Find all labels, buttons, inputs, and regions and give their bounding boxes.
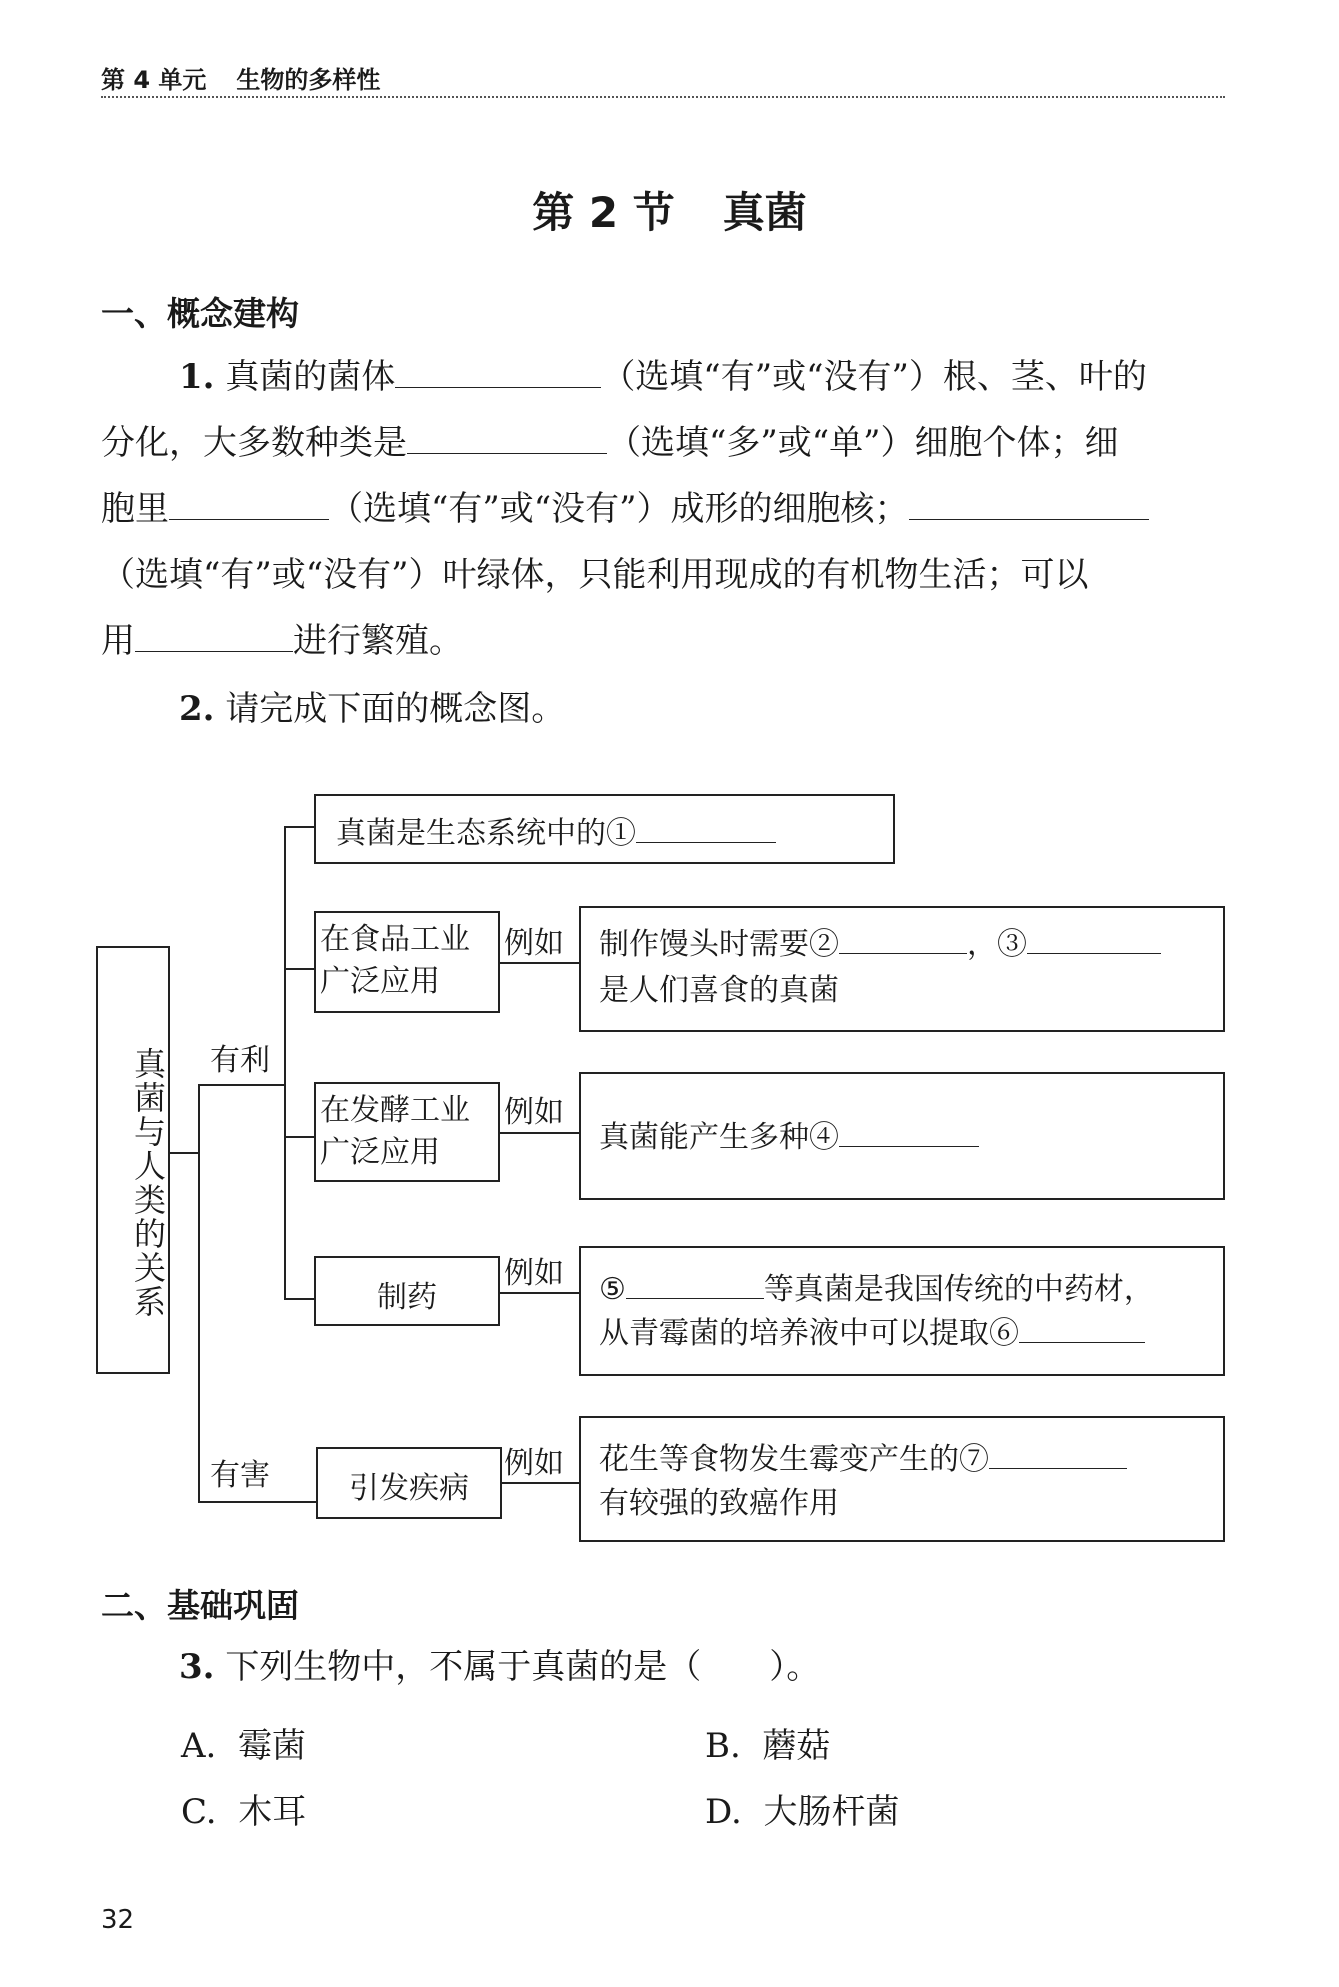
title-section: 第 2 节 [532, 188, 675, 237]
node-text: ⑤ [599, 1272, 626, 1307]
running-header [101, 60, 380, 95]
connector [500, 1132, 580, 1134]
question-1-line [101, 608, 1225, 674]
question-1-line [101, 542, 1225, 608]
connector [284, 968, 316, 970]
q1-text: 用 [101, 621, 135, 661]
question-2 [101, 676, 1225, 742]
question-number: 1. [179, 357, 215, 397]
node-text: 真菌是生态系统中的① [336, 816, 636, 851]
q1-text: 进行繁殖。 [293, 621, 463, 661]
food-industry-node: 在食品工业广泛应用 [314, 911, 500, 1013]
connector [500, 962, 580, 964]
question-1 [101, 344, 1225, 410]
q1-text: 胞里 [101, 489, 169, 529]
connector [198, 1084, 200, 1502]
option-text: 霉菌 [238, 1726, 306, 1766]
node-text: 真菌能产生多种④ [599, 1120, 839, 1155]
answer-blank[interactable] [395, 357, 601, 388]
example-label: 例如 [504, 1446, 564, 1481]
connector [284, 1136, 316, 1138]
option-a[interactable] [181, 1718, 306, 1767]
q1-text: 真菌的菌体 [225, 357, 396, 397]
option-letter: D. [705, 1792, 742, 1832]
option-letter: C. [181, 1792, 217, 1832]
answer-blank[interactable] [626, 1270, 764, 1299]
root-node: 真菌与人类的关系 [96, 946, 170, 1374]
option-text: 木耳 [238, 1792, 307, 1832]
example-label: 例如 [504, 926, 564, 961]
section-heading-basics: 二、基础巩固 [101, 1586, 299, 1625]
page-title [0, 180, 1339, 240]
fermentation-example-node [579, 1072, 1225, 1200]
answer-blank[interactable] [1027, 925, 1161, 954]
q1-text: （选填“有”或“没有”）成形的细胞核； [329, 489, 909, 529]
option-text: 大肠杆菌 [763, 1792, 900, 1832]
connector [170, 1152, 200, 1154]
answer-blank[interactable] [839, 1118, 979, 1147]
option-text: 蘑菇 [762, 1726, 831, 1766]
harmful-label: 有害 [210, 1458, 270, 1493]
unit-label: 第 4 单元 [101, 66, 207, 94]
q1-text: （选填“有”或“没有”）叶绿体，只能利用现成的有机物生活；可以 [101, 555, 1089, 595]
option-d[interactable] [705, 1784, 899, 1833]
connector [502, 1482, 580, 1484]
fermentation-node: 在发酵工业广泛应用 [314, 1082, 500, 1182]
option-letter: A. [181, 1726, 217, 1766]
example-label: 例如 [504, 1095, 564, 1130]
q3-stem: 下列生物中，不属于真菌的是（ ）。 [225, 1647, 821, 1687]
example-label: 例如 [504, 1256, 564, 1291]
node-text: 是人们喜食的真菌 [599, 973, 839, 1008]
disease-example-node [579, 1416, 1225, 1542]
option-b[interactable] [705, 1718, 830, 1767]
node-text: 从青霉菌的培养液中可以提取⑥ [599, 1316, 1019, 1351]
option-letter: B. [705, 1726, 741, 1766]
q1-text: 分化，大多数种类是 [101, 423, 407, 463]
answer-blank[interactable] [839, 925, 967, 954]
node-text: 花生等食物发生霉变产生的⑦ [599, 1442, 989, 1477]
answer-blank[interactable] [909, 489, 1149, 520]
node-text: ，③ [967, 927, 1027, 962]
food-example-node [579, 906, 1225, 1032]
q1-text: （选填“有”或“没有”）根、茎、叶的 [601, 357, 1147, 397]
page-number: 32 [101, 1905, 135, 1935]
node-text: 制作馒头时需要② [599, 927, 839, 962]
section-heading-concept: 一、概念建构 [101, 294, 299, 333]
answer-blank[interactable] [1019, 1314, 1145, 1343]
connector [198, 1084, 286, 1086]
pharmaceutical-example-node [579, 1246, 1225, 1376]
unit-topic: 生物的多样性 [236, 66, 381, 94]
question-1-line [101, 410, 1225, 476]
question-number: 2. [179, 689, 215, 729]
q2-text: 请完成下面的概念图。 [225, 689, 566, 729]
answer-blank[interactable] [989, 1440, 1127, 1469]
answer-blank[interactable] [636, 814, 776, 843]
connector [284, 1298, 316, 1300]
title-name: 真菌 [722, 188, 807, 237]
beneficial-label: 有利 [210, 1043, 270, 1078]
answer-blank[interactable] [135, 621, 293, 652]
eco-node [314, 794, 895, 864]
header-divider [101, 96, 1225, 98]
pharmaceutical-node: 制药 [314, 1256, 500, 1326]
disease-node: 引发疾病 [316, 1447, 502, 1519]
q1-text: （选填“多”或“单”）细胞个体；细 [607, 423, 1119, 463]
connector [198, 1501, 318, 1503]
connector [284, 826, 316, 828]
answer-blank[interactable] [169, 489, 329, 520]
connector [500, 1292, 580, 1294]
node-text: 有较强的致癌作用 [599, 1486, 839, 1521]
option-c[interactable] [181, 1784, 306, 1833]
node-text: 等真菌是我国传统的中药材， [763, 1272, 1154, 1307]
connector [284, 826, 286, 1299]
question-3 [101, 1634, 1225, 1700]
question-1-line [101, 476, 1225, 542]
question-number: 3. [179, 1647, 215, 1687]
answer-blank[interactable] [407, 423, 607, 454]
